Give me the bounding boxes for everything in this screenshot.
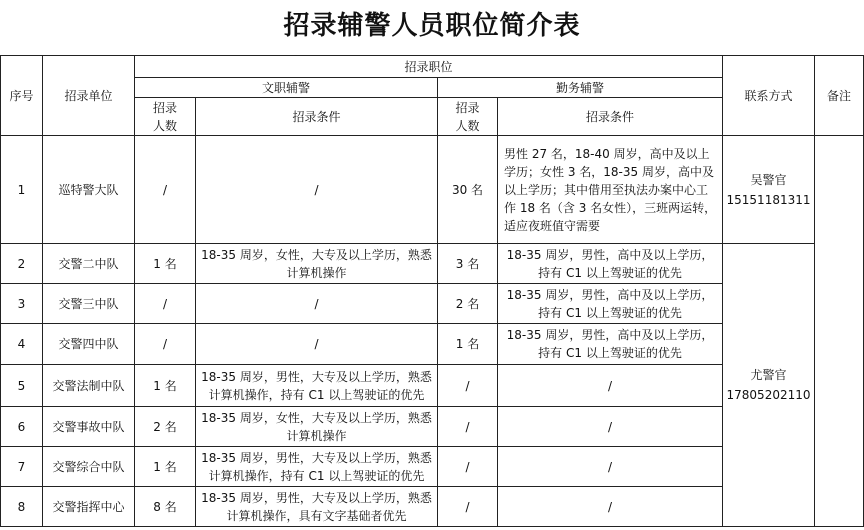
header-unit: 招录单位 (43, 56, 135, 136)
cell-duty-condition: / (498, 447, 723, 487)
cell-duty-count: 1 名 (438, 324, 498, 365)
cell-civil-condition: 18-35 周岁，女性，大专及以上学历，熟悉计算机操作 (196, 407, 438, 447)
header-position: 招录职位 (135, 56, 723, 78)
cell-civil-condition: / (196, 136, 438, 244)
cell-duty-condition: / (498, 407, 723, 447)
cell-civil-count: / (135, 284, 196, 324)
cell-civil-condition: 18-35 周岁，男性，大专及以上学历，熟悉计算机操作，持有 C1 以上驾驶证的优先 (196, 365, 438, 407)
cell-unit: 交警三中队 (43, 284, 135, 324)
cell-seq: 3 (1, 284, 43, 324)
cell-duty-count: / (438, 407, 498, 447)
header-civil: 文职辅警 (135, 78, 438, 98)
header-duty: 勤务辅警 (438, 78, 723, 98)
cell-civil-condition: / (196, 284, 438, 324)
cell-unit: 交警事故中队 (43, 407, 135, 447)
header-duty-count: 招录 人数 (438, 98, 498, 136)
cell-civil-condition: / (196, 324, 438, 365)
cell-unit: 交警指挥中心 (43, 487, 135, 527)
cell-seq: 7 (1, 447, 43, 487)
cell-duty-condition: 男性 27 名，18-40 周岁，高中及以上学历；女性 3 名，18-35 周岁，高中及以上学历；其中借用至执法办案中心工作 18 名（含 3 名女性），三班两运转，适应夜班值守需要 (498, 136, 723, 244)
cell-duty-condition: / (498, 365, 723, 407)
header-civil-count: 招录 人数 (135, 98, 196, 136)
cell-seq: 8 (1, 487, 43, 527)
cell-contact-2 (723, 244, 815, 527)
cell-duty-condition: 18-35 周岁，男性，高中及以上学历，持有 C1 以上驾驶证的优先 (498, 284, 723, 324)
cell-unit: 交警四中队 (43, 324, 135, 365)
header-duty-condition: 招录条件 (498, 98, 723, 136)
cell-civil-condition: 18-35 周岁，男性，大专及以上学历，熟悉计算机操作，持有 C1 以上驾驶证的优先 (196, 447, 438, 487)
cell-civil-condition: 18-35 周岁，男性，大专及以上学历，熟悉计算机操作，具有文字基础者优先 (196, 487, 438, 527)
cell-civil-condition: 18-35 周岁，女性，大专及以上学历，熟悉计算机操作 (196, 244, 438, 284)
cell-unit: 交警综合中队 (43, 447, 135, 487)
cell-civil-count: 1 名 (135, 365, 196, 407)
header-remark: 备注 (815, 56, 864, 136)
cell-duty-count: / (438, 447, 498, 487)
contact-phone: 17805202110 (726, 388, 811, 402)
cell-civil-count: / (135, 324, 196, 365)
cell-remark (815, 136, 864, 527)
contact-phone: 15151181311 (726, 192, 811, 207)
header-civil-condition: 招录条件 (196, 98, 438, 136)
cell-seq: 1 (1, 136, 43, 244)
cell-seq: 4 (1, 324, 43, 365)
header-contact: 联系方式 (723, 56, 815, 136)
cell-civil-count: / (135, 136, 196, 244)
cell-unit: 交警法制中队 (43, 365, 135, 407)
cell-unit: 巡特警大队 (43, 136, 135, 244)
cell-duty-count: / (438, 365, 498, 407)
cell-civil-count: 1 名 (135, 447, 196, 487)
cell-civil-count: 8 名 (135, 487, 196, 527)
cell-duty-condition: 18-35 周岁，男性，高中及以上学历，持有 C1 以上驾驶证的优先 (498, 324, 723, 365)
cell-unit: 交警二中队 (43, 244, 135, 284)
cell-civil-count: 2 名 (135, 407, 196, 447)
cell-contact-1 (723, 136, 815, 244)
cell-duty-count: / (438, 487, 498, 527)
table-row (1, 244, 864, 284)
cell-seq: 5 (1, 365, 43, 407)
cell-duty-count: 30 名 (438, 136, 498, 244)
table-row (1, 136, 864, 244)
header-seq: 序号 (1, 56, 43, 136)
cell-seq: 2 (1, 244, 43, 284)
cell-duty-count: 2 名 (438, 284, 498, 324)
page-title: 招录辅警人员职位简介表 (283, 11, 581, 41)
contact-name: 吴警官 (750, 172, 787, 187)
position-table (0, 55, 864, 527)
cell-seq: 6 (1, 407, 43, 447)
cell-civil-count: 1 名 (135, 244, 196, 284)
cell-duty-condition: / (498, 487, 723, 527)
cell-duty-count: 3 名 (438, 244, 498, 284)
cell-duty-condition: 18-35 周岁，男性，高中及以上学历，持有 C1 以上驾驶证的优先 (498, 244, 723, 284)
contact-name: 尤警官 (750, 368, 787, 382)
